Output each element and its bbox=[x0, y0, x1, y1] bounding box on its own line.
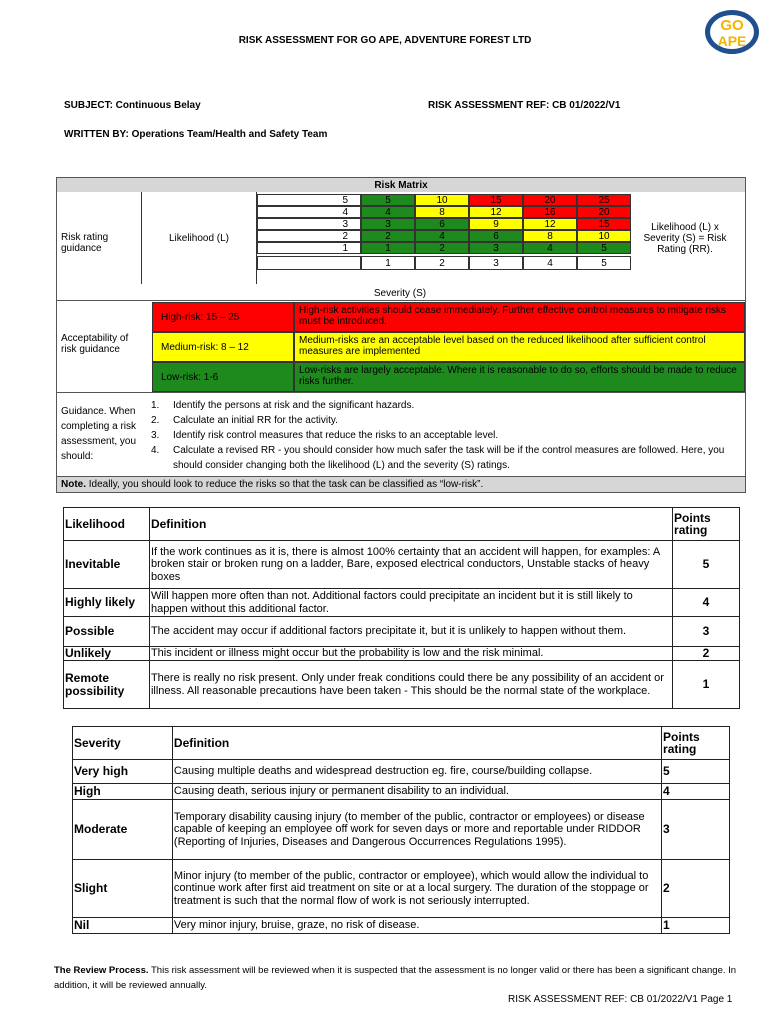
severity-value: 2 bbox=[415, 256, 469, 270]
matrix-cell: 6 bbox=[415, 218, 469, 230]
row-points: 4 bbox=[673, 589, 740, 617]
svg-text:APE: APE bbox=[717, 33, 747, 49]
severity-table bbox=[72, 726, 730, 934]
table-row bbox=[64, 617, 740, 647]
matrix-cell: 5 bbox=[361, 194, 415, 206]
medium-risk-label: Medium-risk: 8 – 12 bbox=[152, 332, 294, 362]
guidance-step: 4. Calculate a revised RR - you should consider how much safer the task will be if the control measures are followed. Here, you should consider changing both the likelihood (L) and the severity (S) ratings. bbox=[151, 445, 725, 471]
matrix-cell: 12 bbox=[469, 206, 523, 218]
low-risk-label: Low-risk: 1-6 bbox=[152, 362, 294, 392]
written-by: WRITTEN BY: Operations Team/Health and Safety Team bbox=[64, 129, 328, 140]
matrix-title: Risk Matrix bbox=[57, 178, 745, 192]
matrix-cell: 10 bbox=[577, 230, 631, 242]
row-points: 2 bbox=[673, 647, 740, 661]
matrix-cell: 1 bbox=[361, 242, 415, 254]
matrix-cell: 4 bbox=[415, 230, 469, 242]
header-points: Points rating bbox=[662, 727, 730, 760]
note-text: Ideally, you should look to reduce the risks so that the task can be classified as “low-risk”. bbox=[88, 479, 484, 490]
table-row bbox=[73, 760, 730, 784]
likelihood-blank bbox=[257, 256, 361, 270]
matrix-cell: 10 bbox=[415, 194, 469, 206]
risk-rating-label: Risk rating guidance bbox=[61, 232, 109, 254]
severity-value: 5 bbox=[577, 256, 631, 270]
page-reference: RISK ASSESSMENT REF: CB 01/2022/V1 Page 1 bbox=[508, 994, 733, 1005]
divider bbox=[57, 300, 745, 301]
review-process bbox=[54, 963, 744, 993]
go-ape-logo bbox=[703, 8, 761, 56]
matrix-cell: 3 bbox=[361, 218, 415, 230]
guidance-step: 3. Identify risk control measures that reduce the risks to an acceptable level. bbox=[151, 430, 499, 441]
severity-value: 4 bbox=[523, 256, 577, 270]
row-definition: Temporary disability causing injury (to member of the public, contractor or employees) or disease capable of keeping an employee off work for seven days or more and reportable under RIDDOR (Reporting of Injuries, Diseases and Dangerous Occurrences Regulations 1995). bbox=[172, 800, 661, 860]
row-label: High bbox=[73, 784, 173, 800]
row-definition: This incident or illness might occur but the probability is low and the risk minimal. bbox=[149, 647, 672, 661]
row-definition: The accident may occur if additional factors precipitate it, but it is unlikely to happen without them. bbox=[149, 617, 672, 647]
risk-rating-formula: Likelihood (L) x Severity (S) = Risk Rating (RR). bbox=[643, 221, 727, 255]
matrix-cell: 2 bbox=[415, 242, 469, 254]
row-label: Slight bbox=[73, 860, 173, 918]
table-row bbox=[73, 800, 730, 860]
table-row bbox=[73, 860, 730, 918]
table-row bbox=[64, 661, 740, 709]
likelihood-label: Likelihood (L) bbox=[141, 192, 257, 284]
row-label: Nil bbox=[73, 918, 173, 934]
severity-value: 1 bbox=[361, 256, 415, 270]
guidance-step: 2. Calculate an initial RR for the activity. bbox=[151, 415, 338, 426]
matrix-cell: 20 bbox=[523, 194, 577, 206]
acceptability-label: Acceptability of risk guidance bbox=[61, 333, 129, 355]
matrix-cell: 15 bbox=[577, 218, 631, 230]
row-definition: There is really no risk present. Only under freak conditions could there be any possibility of an accident or illness. All reasonable precautions have been taken - This should be the normal state of the workplace. bbox=[149, 661, 672, 709]
matrix-cell: 8 bbox=[415, 206, 469, 218]
guidance-label: Guidance. When completing a risk assessment, you should: bbox=[61, 406, 137, 462]
svg-text:GO: GO bbox=[720, 17, 744, 34]
high-risk-text: High-risk activities should cease immediately. Further effective control measures to mitigate risks must be introduced. bbox=[294, 302, 745, 332]
row-definition: Very minor injury, bruise, graze, no risk of disease. bbox=[172, 918, 661, 934]
row-points: 3 bbox=[662, 800, 730, 860]
row-label: Very high bbox=[73, 760, 173, 784]
row-label: Inevitable bbox=[64, 541, 150, 589]
matrix-cell: 15 bbox=[469, 194, 523, 206]
matrix-cell: 4 bbox=[523, 242, 577, 254]
table-row bbox=[64, 589, 740, 617]
table-row bbox=[73, 784, 730, 800]
severity-label: Severity (S) bbox=[373, 287, 427, 299]
reference: RISK ASSESSMENT REF: CB 01/2022/V1 bbox=[428, 100, 621, 111]
header-definition: Definition bbox=[172, 727, 661, 760]
guidance-steps bbox=[151, 398, 741, 473]
table-row bbox=[64, 541, 740, 589]
matrix-cell: 2 bbox=[361, 230, 415, 242]
table-row bbox=[64, 647, 740, 661]
row-points: 4 bbox=[662, 784, 730, 800]
row-label: Unlikely bbox=[64, 647, 150, 661]
likelihood-value: 5 bbox=[257, 194, 361, 206]
header-likelihood: Likelihood bbox=[64, 508, 150, 541]
header-definition: Definition bbox=[149, 508, 672, 541]
matrix-cell: 4 bbox=[361, 206, 415, 218]
row-definition: If the work continues as it is, there is almost 100% certainty that an accident will happen, for examples: A broken stair or broken rung on a ladder, Bare, exposed electrical conductors, Unstable stacks of heavy boxes bbox=[149, 541, 672, 589]
matrix-cell: 20 bbox=[577, 206, 631, 218]
table-header-row bbox=[73, 727, 730, 760]
risk-matrix bbox=[56, 177, 746, 493]
subject: SUBJECT: Continuous Belay bbox=[64, 100, 201, 111]
matrix-cell: 6 bbox=[469, 230, 523, 242]
matrix-cell: 8 bbox=[523, 230, 577, 242]
high-risk-label: High-risk: 15 – 25 bbox=[152, 302, 294, 332]
row-definition: Causing death, serious injury or permanent disability to an individual. bbox=[172, 784, 661, 800]
row-definition: Will happen more often than not. Additional factors could precipitate an incident but it is still likely to happen without this additional factor. bbox=[149, 589, 672, 617]
table-header-row bbox=[64, 508, 740, 541]
review-label: The Review Process. bbox=[54, 965, 149, 976]
likelihood-value: 1 bbox=[257, 242, 361, 254]
header-points: Points rating bbox=[673, 508, 740, 541]
row-points: 1 bbox=[673, 661, 740, 709]
row-points: 3 bbox=[673, 617, 740, 647]
row-label: Moderate bbox=[73, 800, 173, 860]
matrix-cell: 25 bbox=[577, 194, 631, 206]
likelihood-table bbox=[63, 507, 740, 709]
row-points: 1 bbox=[662, 918, 730, 934]
row-points: 2 bbox=[662, 860, 730, 918]
row-points: 5 bbox=[673, 541, 740, 589]
note bbox=[57, 476, 745, 492]
review-text: This risk assessment will be reviewed when it is suspected that the assessment is no longer valid or there has been a significant change. In addition, it will be reviewed annually. bbox=[54, 965, 737, 991]
low-risk-text: Low-risks are largely acceptable. Where it is reasonable to do so, efforts should be made to reduce risks further. bbox=[294, 362, 745, 392]
medium-risk-text: Medium-risks are an acceptable level based on the reduced likelihood after sufficient control measures are implemented bbox=[294, 332, 745, 362]
matrix-cell: 3 bbox=[469, 242, 523, 254]
likelihood-value: 2 bbox=[257, 230, 361, 242]
matrix-cell: 12 bbox=[523, 218, 577, 230]
table-row bbox=[73, 918, 730, 934]
row-label: Possible bbox=[64, 617, 150, 647]
divider bbox=[57, 392, 745, 393]
header-severity: Severity bbox=[73, 727, 173, 760]
matrix-cell: 5 bbox=[577, 242, 631, 254]
document-title: RISK ASSESSMENT FOR GO APE, ADVENTURE FOREST LTD bbox=[238, 35, 532, 46]
row-label: Remote possibility bbox=[64, 661, 150, 709]
row-definition: Causing multiple deaths and widespread destruction eg. fire, course/building collapse. bbox=[172, 760, 661, 784]
severity-value: 3 bbox=[469, 256, 523, 270]
likelihood-value: 4 bbox=[257, 206, 361, 218]
matrix-cell: 16 bbox=[523, 206, 577, 218]
likelihood-value: 3 bbox=[257, 218, 361, 230]
guidance-step: 1. Identify the persons at risk and the significant hazards. bbox=[151, 400, 415, 411]
row-label: Highly likely bbox=[64, 589, 150, 617]
row-definition: Minor injury (to member of the public, contractor or employee), which would allow the individual to continue work after first aid treatment on site or at a local surgery. The duration of the stoppage or treatment is such that the normal flow of work is not seriously interrupted. bbox=[172, 860, 661, 918]
row-points: 5 bbox=[662, 760, 730, 784]
matrix-cell: 9 bbox=[469, 218, 523, 230]
note-label: Note. bbox=[61, 479, 86, 490]
